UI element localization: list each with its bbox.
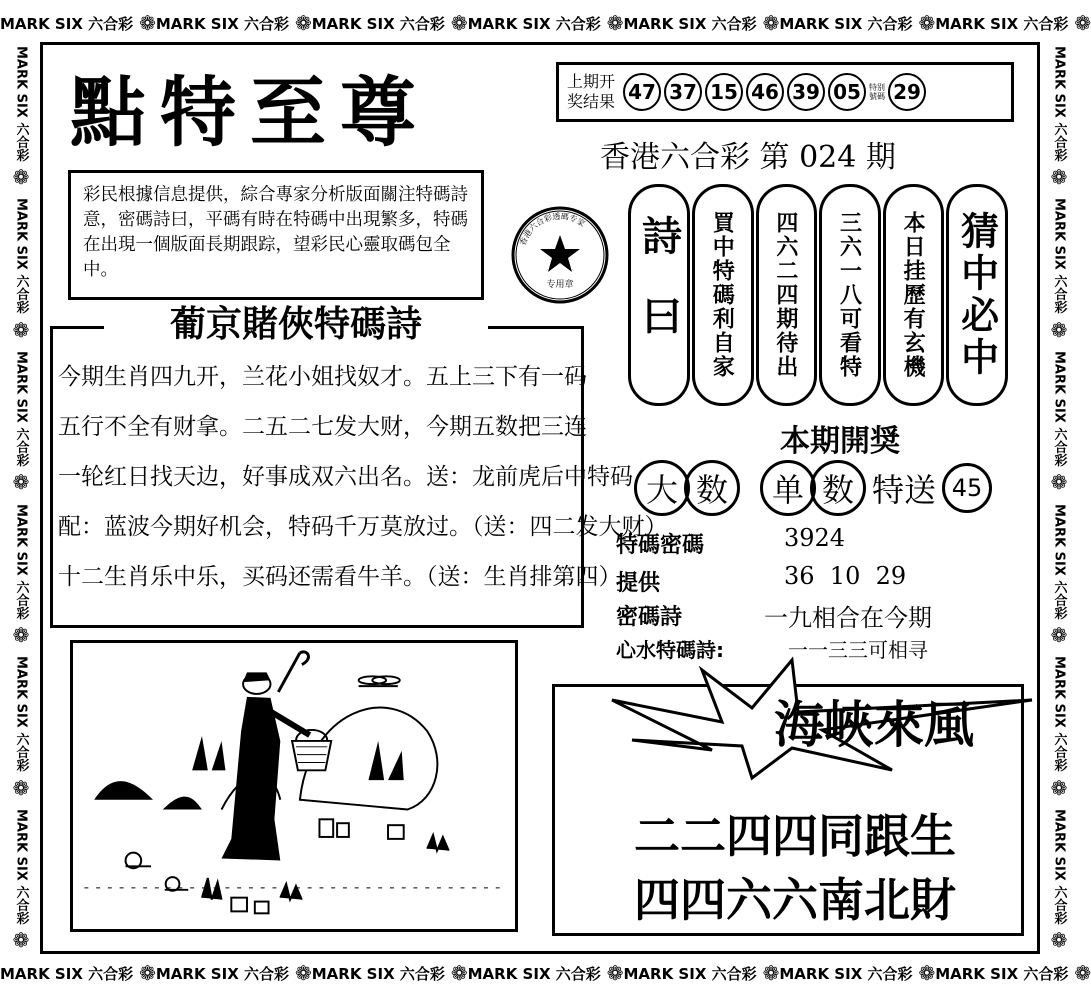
flower-icon: ❁	[294, 961, 312, 985]
flower-icon: ❁	[12, 317, 30, 342]
flower-icon: ❁	[12, 622, 30, 647]
mark-six-text: MARK SIX 六合彩	[467, 964, 601, 983]
flower-icon: ❁	[139, 11, 156, 35]
poem-line: 十二生肖乐中乐，买码还需看牛羊。（送：生肖排第四）	[58, 564, 622, 590]
scroll-column	[628, 184, 690, 406]
flower-icon: ❁	[1050, 165, 1068, 189]
svg-text:专用章: 专用章	[546, 280, 574, 290]
border-unit	[779, 13, 935, 34]
border-unit	[12, 350, 31, 495]
flower-icon: ❁	[1050, 622, 1068, 647]
scroll-text: 三六一八可看特	[836, 211, 863, 379]
border-unit	[1050, 656, 1069, 800]
intro-text: 彩民根據信息提供，綜合專家分析版面關注特碼詩意，密碼詩曰，平碼有時在特碼中出現繁多，特碼在出現一個版面長期跟踪，望彩民心靈取碼包全中。	[68, 170, 484, 300]
mark-six-text: MARK SIX 六合彩	[623, 964, 757, 983]
border-unit	[1050, 46, 1069, 187]
svg-text:香港六合彩透碼专家: 香港六合彩透碼专家	[518, 211, 587, 247]
flower-icon: ❁	[450, 961, 468, 985]
flower-icon: ❁	[12, 775, 30, 800]
single-char-circle: 单	[760, 460, 816, 516]
border-unit	[1050, 350, 1069, 495]
mark-six-text: MARK SIX 六合彩	[311, 14, 445, 33]
send-label: 特送	[872, 471, 937, 509]
mark-six-text: MARK SIX 六合彩	[1051, 198, 1067, 314]
border-unit	[312, 13, 468, 34]
scroll-column	[946, 184, 1008, 406]
poem-line: 一轮红日找天边，好事成双六出名。送：龙前虎后中特码	[58, 464, 633, 490]
scroll-text: 四六二四期待出	[772, 211, 799, 379]
poem-line: 五行不全有财拿。二五二七发大财，今期五数把三连	[58, 414, 587, 440]
border-unit	[12, 46, 31, 187]
scroll-column	[883, 184, 945, 406]
stamp-seal	[510, 205, 610, 305]
wind-title: 海峽來風	[774, 695, 974, 754]
mark-six-text: MARK SIX 六合彩	[935, 14, 1069, 33]
mark-six-text: MARK SIX 六合彩	[13, 45, 29, 161]
dragonfly-icon	[359, 676, 400, 686]
mark-six-text: MARK SIX 六合彩	[311, 964, 445, 983]
results-numbers	[623, 73, 926, 111]
flower-icon: ❁	[918, 961, 936, 985]
flower-icon: ❁	[1050, 928, 1068, 953]
code-poem-value: 一九相合在今期	[764, 604, 932, 632]
flower-icon: ❁	[12, 928, 30, 953]
flower-icon: ❁	[450, 11, 468, 35]
special-code-value: 3924	[784, 524, 846, 552]
wind-line-2: 四四六六南北財	[634, 873, 956, 927]
results-label: 上期开 奖结果	[567, 72, 616, 111]
scroll-column	[692, 184, 754, 406]
border-unit	[12, 504, 31, 645]
provide-values: 36 10 29	[784, 562, 907, 590]
snail-icon	[126, 853, 189, 891]
result-ball: 05	[828, 73, 866, 111]
send-number-circle: 45	[942, 463, 992, 513]
heart-poem-value: 一一三三可相寻	[788, 638, 928, 662]
scroll-text: 本日挂歷有玄機	[900, 211, 927, 379]
mark-six-text: MARK SIX 六合彩	[1051, 45, 1067, 161]
flower-icon: ❁	[1050, 317, 1068, 342]
right-border-band	[1042, 40, 1076, 956]
mark-six-text: MARK SIX 六合彩	[13, 808, 29, 925]
result-ball: 39	[787, 73, 825, 111]
border-unit	[12, 808, 31, 953]
wind-line-1: 二二四四同跟生	[634, 809, 956, 863]
scroll-text: 詩曰	[635, 215, 683, 375]
scroll-text: 買中特碼利自家	[709, 211, 736, 379]
mark-six-text: MARK SIX 六合彩	[155, 14, 289, 33]
star-icon	[540, 235, 580, 272]
last-results-box	[556, 62, 1014, 122]
border-unit	[935, 13, 1091, 34]
big-char-circle: 大	[634, 460, 690, 516]
flower-icon: ❁	[762, 11, 780, 35]
border-unit	[1050, 198, 1069, 342]
border-unit	[468, 963, 624, 984]
mark-six-text: MARK SIX 六合彩	[1051, 808, 1067, 925]
result-ball: 15	[705, 73, 743, 111]
poem-line: 今期生肖四九开，兰花小姐找奴才。五上三下有一码	[58, 364, 587, 390]
mark-six-text: MARK SIX 六合彩	[155, 964, 289, 983]
mark-six-text: MARK SIX 六合彩	[467, 14, 601, 33]
border-unit	[0, 963, 156, 984]
scroll-columns	[628, 184, 1008, 406]
border-unit	[12, 656, 31, 800]
mark-six-text: MARK SIX 六合彩	[13, 198, 29, 314]
flower-icon: ❁	[1074, 11, 1091, 35]
provide-label: 提供	[616, 571, 661, 596]
mark-six-text: MARK SIX 六合彩	[13, 503, 29, 619]
flower-icon: ❁	[12, 470, 30, 495]
number-char-circle-2: 数	[810, 460, 866, 516]
flower-icon: ❁	[762, 961, 780, 985]
mark-six-text: MARK SIX 六合彩	[0, 964, 134, 983]
flower-icon: ❁	[606, 961, 624, 985]
draw-title: 本期開奨	[780, 424, 900, 459]
mark-six-text: MARK SIX 六合彩	[1051, 350, 1067, 467]
border-unit	[624, 13, 780, 34]
mark-six-text: MARK SIX 六合彩	[13, 656, 29, 772]
issue-number: 香港六合彩 第 024 期	[600, 140, 896, 175]
flower-icon: ❁	[1050, 775, 1068, 800]
poem-title: 葡京賭俠特碼詩	[104, 300, 488, 348]
bottom-border-band	[0, 956, 1091, 990]
mark-six-text: MARK SIX 六合彩	[623, 14, 757, 33]
special-code-label: 特碼密碼	[616, 533, 705, 558]
number-char-circle: 数	[684, 460, 740, 516]
result-ball: 46	[746, 73, 784, 111]
code-poem-label: 密碼詩	[616, 605, 683, 630]
special-result-ball: 29	[888, 73, 926, 111]
scroll-column	[756, 184, 818, 406]
border-unit	[935, 963, 1091, 984]
draw-circles	[634, 458, 1004, 518]
poem-line: 配：蓝波今期好机会，特码千万莫放过。（送：四二发大财）	[58, 514, 668, 540]
farmer-illustration	[70, 640, 518, 932]
border-unit	[156, 963, 312, 984]
flower-icon: ❁	[1050, 470, 1068, 495]
mark-six-text: MARK SIX 六合彩	[13, 350, 29, 467]
mark-six-text: MARK SIX 六合彩	[779, 14, 913, 33]
border-unit	[1050, 504, 1069, 645]
mark-six-text: MARK SIX 六合彩	[1051, 656, 1067, 772]
farmer-figure	[222, 652, 332, 861]
flower-icon: ❁	[1074, 961, 1091, 985]
flower-icon: ❁	[918, 11, 936, 35]
border-unit	[468, 13, 624, 34]
page-title: 點特至尊	[70, 68, 430, 157]
border-unit	[312, 963, 468, 984]
border-unit	[624, 963, 780, 984]
border-unit	[0, 13, 156, 34]
mark-six-text: MARK SIX 六合彩	[0, 14, 134, 33]
scroll-column	[819, 184, 881, 406]
flower-icon: ❁	[12, 165, 30, 189]
border-unit	[779, 963, 935, 984]
result-ball: 47	[623, 73, 661, 111]
grass	[84, 835, 505, 900]
border-unit	[1050, 808, 1069, 953]
heart-poem-label: 心水特碼詩:	[616, 638, 724, 662]
border-unit	[156, 13, 312, 34]
flower-icon: ❁	[294, 11, 312, 35]
left-border-band	[4, 40, 38, 956]
mark-six-text: MARK SIX 六合彩	[1051, 503, 1067, 619]
result-ball: 37	[664, 73, 702, 111]
flower-icon: ❁	[139, 961, 156, 985]
scroll-text: 猜中必中	[954, 211, 1000, 379]
mark-six-text: MARK SIX 六合彩	[779, 964, 913, 983]
special-number-label: 特别號碼	[869, 83, 885, 101]
flower-icon: ❁	[606, 11, 624, 35]
top-border-band	[0, 6, 1091, 40]
code-info	[616, 524, 1036, 668]
border-unit	[12, 198, 31, 342]
mark-six-text: MARK SIX 六合彩	[935, 964, 1069, 983]
